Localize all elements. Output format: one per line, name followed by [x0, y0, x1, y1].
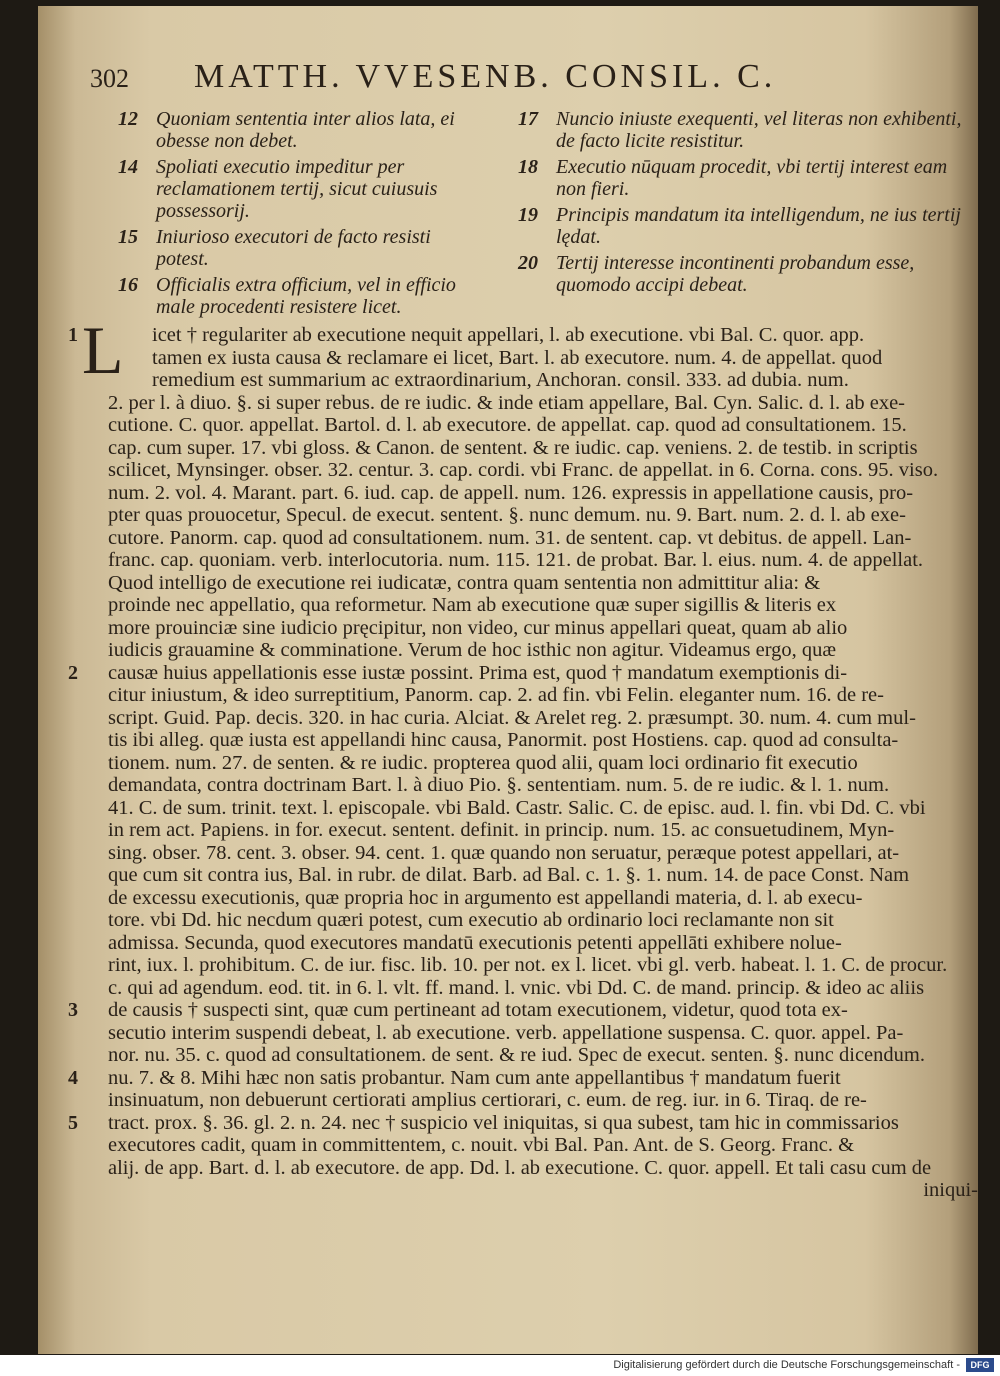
margin-number: 2 — [68, 661, 78, 684]
text-line: admissa. Secunda, quod executores mandatū executionis petenti appellāti exhibere nolue- — [108, 931, 842, 954]
summary-item-text: Principis mandatum ita intelligendum, ne ius tertij lędat. — [556, 204, 961, 248]
text-line: Quod intelligo de executione rei iudicatæ, contra quam sententia non admittitur alia: & — [108, 571, 821, 594]
text-line: in rem act. Papiens. in for. execut. sentent. definit. in princip. num. 15. ac consuetudinem, Myn- — [108, 819, 895, 841]
text-line: remedium est summarium ac extraordinarium, Anchoran. consil. 333. ad dubia. num. — [152, 369, 849, 391]
text-line: nor. nu. 35. c. quod ad consultationem. de sent. & re iud. Spec de execut. senten. §. nunc dicendum. — [108, 1044, 925, 1066]
text-line: tamen ex iusta causa & reclamare ei licet, Bart. l. ab executore. num. 4. de appellat. quod — [152, 346, 883, 369]
summary-item-number: 15 — [118, 226, 138, 248]
text-line: de excessu executionis, quæ propria hoc in argumento est appellandi materia, d. l. ab execu- — [108, 886, 863, 909]
text-line: more prouinciæ sine iudicio pręcipitur, non video, cur minus appellari queat, quam ab alio — [108, 616, 848, 639]
summary-item-text: Iniurioso executori de facto resisti potest. — [156, 226, 431, 270]
text-line: tract. prox. §. 36. gl. 2. n. 24. nec † suspicio vel iniquitas, si qua subest, tam hic in commissarios — [108, 1111, 899, 1134]
summary-item — [118, 156, 478, 222]
footer-bar — [0, 1355, 1000, 1376]
text-line: pter quas prouocetur, Specul. de execut. sentent. §. nunc demum. nu. 9. Bart. num. 2. d. l. ab exe- — [108, 504, 906, 526]
summary-item — [118, 108, 478, 152]
text-line: 2. per l. à diuo. §. si super rebus. de re iudic. & inde etiam appellare, Bal. Cyn. Salic. d. l. ab exe- — [108, 391, 905, 414]
summary-item — [118, 274, 478, 318]
text-line: rint, iux. l. prohibitum. C. de iur. fisc. lib. 10. per not. ex l. licet. vbi gl. verb. habeat. l. 1. C. de procur. — [108, 954, 948, 976]
text-line: alij. de app. Bart. d. l. ab executore. de app. Dd. l. ab executione. C. quor. appell. Et tali casu cum de — [108, 1156, 932, 1179]
summary-item-number: 20 — [518, 252, 538, 274]
summary-item — [518, 108, 978, 152]
summary-item-number: 16 — [118, 274, 138, 296]
text-line: franc. cap. quoniam. verb. interlocutoria. num. 115. 121. de probat. Bar. l. eius. num. 4. de appellat. — [108, 549, 924, 571]
text-line: tionem. num. 27. de senten. & re iudic. propterea quod alii, quam loci ordinario fit executio — [108, 751, 858, 774]
text-line: scilicet, Mynsinger. obser. 32. centur. 3. cap. cordi. vbi Franc. de appellat. in 6. Corna. cons. 95. viso. — [108, 459, 939, 481]
text-line: script. Guid. Pap. decis. 320. in hac curia. Alciat. & Arelet reg. 2. præsumpt. 30. num. 4. cum mul- — [108, 706, 916, 729]
text-line: num. 2. vol. 4. Marant. part. 6. iud. cap. de appell. num. 126. expressis in appellatione causis, pro- — [108, 481, 914, 504]
summary-item-text: Tertij interesse incontinenti probandum esse, quomodo accipi debeat. — [556, 252, 915, 296]
text-line: proinde nec appellatio, qua reformetur. Nam ab executione quæ super sigillis & literis ex — [108, 594, 837, 616]
text-line: insinuatum, non debuerunt certiorati amplius certiorari, c. eum. de reg. iur. in 6. Tiraq. de re- — [108, 1089, 867, 1111]
book-page — [38, 6, 978, 1354]
page-number: 302 — [90, 64, 129, 93]
footer-credit: Digitalisierung gefördert durch die Deutsche Forschungsgemeinschaft - — [613, 1359, 960, 1371]
text-line: cap. cum super. 17. vbi gloss. & Canon. de sentent. & re iudic. cap. veniens. 2. de testib. in scriptis — [108, 436, 918, 459]
text-line: tore. vbi Dd. hic necdum quæri potest, cum executio ab ordinario loci reclamante non sit — [108, 909, 834, 931]
summary-right-column — [518, 108, 978, 300]
text-line: iudicis grauamine & comminatione. Verum de hoc isthic non agitur. Videamus ergo, quæ — [108, 639, 837, 661]
summary-item — [518, 156, 978, 200]
summary-item-text: Quoniam sententia inter alios lata, ei obesse non debet. — [156, 108, 455, 152]
running-head — [90, 58, 950, 104]
summary-item-text: Officialis extra officium, vel in efficio male procedenti resistere licet. — [156, 274, 456, 318]
margin-number: 4 — [68, 1066, 78, 1089]
text-line: de causis † suspecti sint, quæ cum pertineant ad totam executionem, videtur, quod tota ex- — [108, 999, 848, 1021]
text-line: cutione. C. quor. appellat. Bartol. d. l. ab executore. de appellat. cap. quod ad consultationem. 15. — [108, 414, 907, 436]
text-line: 41. C. de sum. trinit. text. l. episcopale. vbi Bald. Castr. Salic. C. de episc. aud. l. fin. vbi Dd. C. vbi — [108, 796, 926, 819]
body-text — [68, 312, 978, 1202]
running-title: MATTH. VVESENB. CONSIL. C. — [194, 58, 777, 95]
text-line: demandata, contra doctrinam Bart. l. à diuo Pio. §. sententiam. num. 5. de re iudic. & l. 1. num. — [108, 774, 890, 796]
text-line: icet † regulariter ab executione nequit appellari, l. ab executione. vbi Bal. C. quor. app. — [152, 324, 865, 346]
summary-item-number: 14 — [118, 156, 138, 178]
drop-cap: L — [82, 312, 124, 388]
summary-item-text: Executio nūquam procedit, vbi tertij interest eam non fieri. — [556, 156, 948, 200]
text-line: causæ huius appellationis esse iustæ possint. Prima est, quod † mandatum exemptionis di- — [108, 661, 848, 684]
text-line: nu. 7. & 8. Mihi hæc non satis probantur. Nam cum ante appellantibus † mandatum fuerit — [108, 1066, 841, 1089]
dfg-logo: DFG — [966, 1358, 994, 1372]
text-line: tis ibi alleg. quæ iusta est appellandi hinc causa, Panormit. post Hostiens. cap. quod ad consulta- — [108, 729, 899, 751]
summary-item — [518, 252, 978, 296]
summary-item-text: Spoliati executio impeditur per reclamationem tertij, sicut cuiusuis possessorij. — [156, 156, 438, 222]
text-line: executores cadit, quam in committentem, c. nouit. vbi Bal. Pan. Ant. de S. Georg. Franc. & — [108, 1134, 855, 1156]
summary-item-number: 12 — [118, 108, 138, 130]
text-line: secutio interim suspendi debeat, l. ab executione. verb. appellatione suspensa. C. quor. appel. Pa- — [108, 1021, 904, 1044]
margin-number: 1 — [68, 324, 78, 346]
summary-item-number: 18 — [518, 156, 538, 178]
text-line: que cum sit contra ius, Bal. in rubr. de dilat. Barb. ad Bal. c. 1. §. 1. num. 14. de pace Const. Nam — [108, 864, 910, 886]
summary-item-text: Nuncio iniuste exequenti, vel literas non exhibenti, de facto licite resistitur. — [556, 108, 962, 152]
summary-left-column — [118, 108, 478, 322]
text-line: iniqui- — [923, 1179, 978, 1201]
text-line: citur iniustum, & ideo surreptitium, Panorm. cap. 2. ad fin. vbi Felin. eleganter num. 16. de re- — [108, 684, 884, 706]
summary-item — [518, 204, 978, 248]
margin-number: 5 — [68, 1111, 78, 1134]
margin-number: 3 — [68, 999, 78, 1021]
text-line: sing. obser. 78. cent. 3. obser. 94. cent. 1. quæ quando non seruatur, peræque potest appellari, at- — [108, 841, 900, 864]
summary-item-number: 17 — [518, 108, 538, 130]
text-line: c. qui ad agendum. eod. tit. in 6. l. vlt. ff. mand. l. vnic. vbi Dd. C. de mand. princip. & ideo ac aliis — [108, 976, 925, 999]
summary-item-number: 19 — [518, 204, 538, 226]
text-line: cutore. Panorm. cap. quod ad consultationem. num. 31. de sentent. cap. vt debitus. de appell. Lan- — [108, 526, 912, 549]
summary-item — [118, 226, 478, 270]
